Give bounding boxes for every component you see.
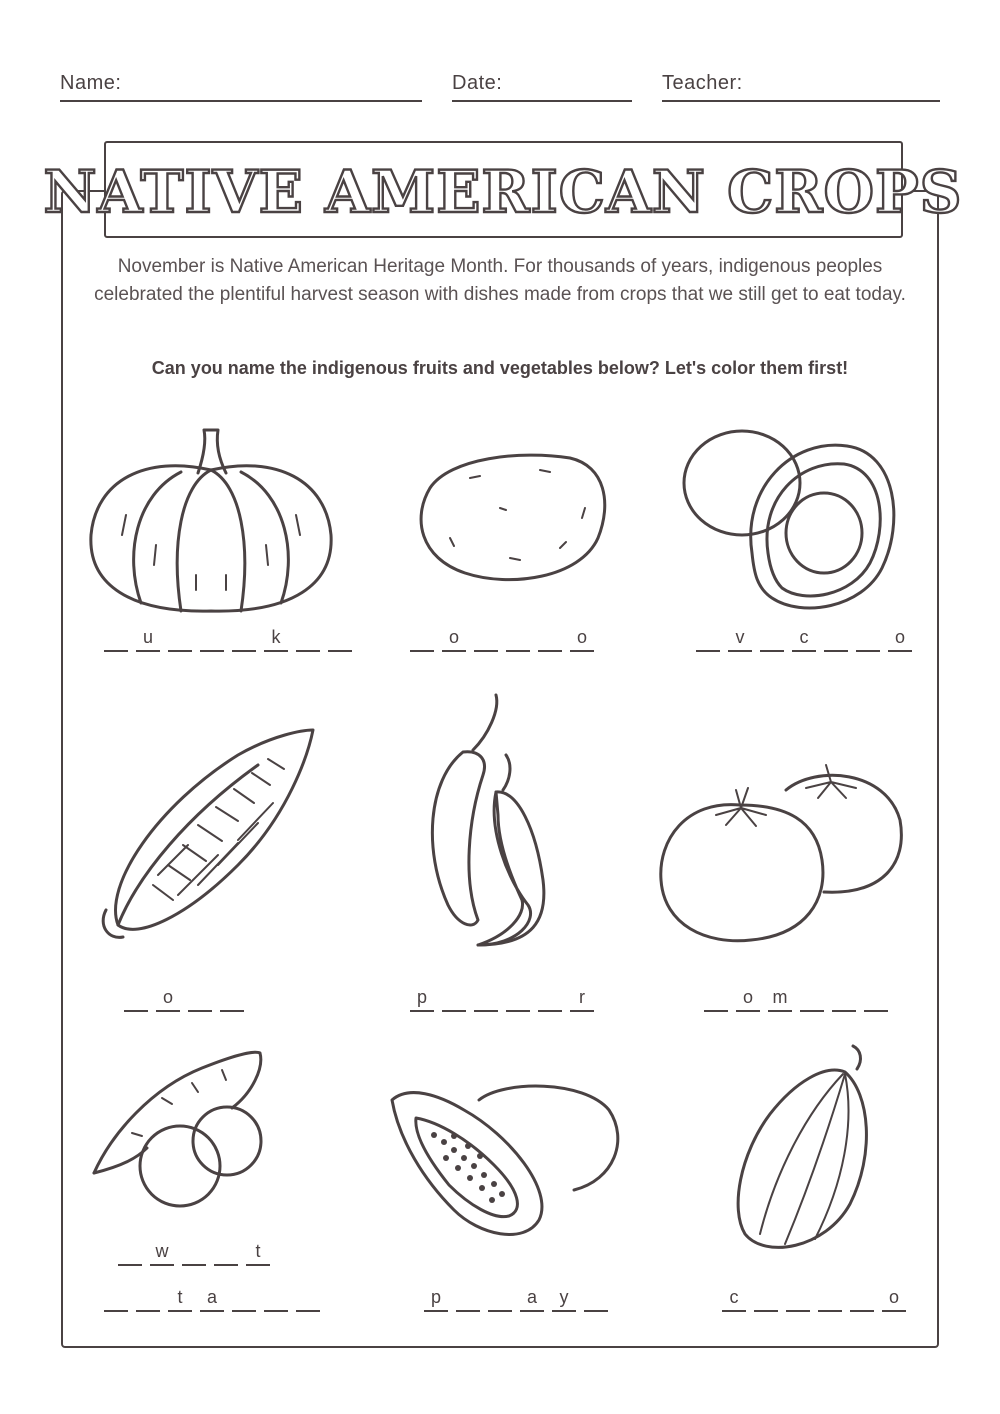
papaya-icon bbox=[384, 1080, 624, 1240]
tomato-icon bbox=[656, 760, 906, 945]
letter-blank[interactable]: c bbox=[792, 626, 816, 652]
letter-blank[interactable] bbox=[850, 1286, 874, 1312]
letter-blank[interactable] bbox=[856, 626, 880, 652]
letter-blank[interactable]: k bbox=[264, 626, 288, 652]
letter-blank[interactable] bbox=[786, 1286, 810, 1312]
letter-blank[interactable] bbox=[824, 626, 848, 652]
letter-blank[interactable] bbox=[118, 1240, 142, 1266]
letter-blank[interactable] bbox=[818, 1286, 842, 1312]
date-field[interactable] bbox=[452, 100, 632, 102]
instructions-text: Can you name the indigenous fruits and vegetables below? Let's color them first! bbox=[151, 358, 849, 378]
letter-blank[interactable] bbox=[474, 986, 498, 1012]
letter-blank[interactable] bbox=[296, 626, 320, 652]
letter-blank[interactable] bbox=[584, 1286, 608, 1312]
letter-blank[interactable] bbox=[200, 626, 224, 652]
letter-blank[interactable] bbox=[442, 986, 466, 1012]
letter-blank[interactable]: a bbox=[520, 1286, 544, 1312]
letter-blank[interactable] bbox=[864, 986, 888, 1012]
avocado-answer-blanks[interactable] bbox=[696, 626, 912, 652]
name-field[interactable] bbox=[60, 100, 422, 102]
letter-blank[interactable] bbox=[328, 626, 352, 652]
letter-blank[interactable]: w bbox=[150, 1240, 174, 1266]
potato-answer-blanks[interactable] bbox=[410, 626, 594, 652]
letter-blank[interactable] bbox=[488, 1286, 512, 1312]
letter-blank[interactable] bbox=[136, 1286, 160, 1312]
letter-blank[interactable] bbox=[832, 986, 856, 1012]
letter-blank[interactable] bbox=[182, 1240, 206, 1266]
sweet-potato-icon bbox=[92, 1048, 267, 1208]
letter-blank[interactable]: o bbox=[888, 626, 912, 652]
letter-blank[interactable] bbox=[800, 986, 824, 1012]
corn-icon bbox=[98, 725, 320, 945]
potato-icon bbox=[410, 448, 610, 588]
letter-blank[interactable]: o bbox=[570, 626, 594, 652]
letter-blank[interactable]: o bbox=[882, 1286, 906, 1312]
date-label: Date: bbox=[452, 72, 503, 94]
letter-blank[interactable] bbox=[696, 626, 720, 652]
pumpkin-icon bbox=[86, 425, 336, 615]
letter-blank[interactable]: u bbox=[136, 626, 160, 652]
letter-blank[interactable] bbox=[760, 626, 784, 652]
letter-blank[interactable] bbox=[474, 626, 498, 652]
letter-blank[interactable] bbox=[410, 626, 434, 652]
letter-blank[interactable] bbox=[104, 1286, 128, 1312]
letter-blank[interactable]: o bbox=[156, 986, 180, 1012]
letter-blank[interactable]: m bbox=[768, 986, 792, 1012]
letter-blank[interactable] bbox=[296, 1286, 320, 1312]
teacher-label: Teacher: bbox=[662, 72, 743, 94]
pumpkin-answer-blanks[interactable] bbox=[104, 626, 352, 652]
letter-blank[interactable] bbox=[220, 986, 244, 1012]
letter-blank[interactable] bbox=[264, 1286, 288, 1312]
cacao-icon bbox=[735, 1044, 875, 1254]
letter-blank[interactable]: o bbox=[736, 986, 760, 1012]
letter-blank[interactable] bbox=[754, 1286, 778, 1312]
letter-blank[interactable]: r bbox=[570, 986, 594, 1012]
letter-blank[interactable] bbox=[124, 986, 148, 1012]
letter-blank[interactable]: t bbox=[168, 1286, 192, 1312]
letter-blank[interactable] bbox=[168, 626, 192, 652]
letter-blank[interactable] bbox=[188, 986, 212, 1012]
letter-blank[interactable]: a bbox=[200, 1286, 224, 1312]
corn-answer-blanks[interactable] bbox=[124, 986, 244, 1012]
letter-blank[interactable] bbox=[232, 626, 256, 652]
letter-blank[interactable]: t bbox=[246, 1240, 270, 1266]
letter-blank[interactable] bbox=[506, 986, 530, 1012]
letter-blank[interactable]: y bbox=[552, 1286, 576, 1312]
letter-blank[interactable] bbox=[506, 626, 530, 652]
letter-blank[interactable] bbox=[538, 626, 562, 652]
letter-blank[interactable] bbox=[456, 1286, 480, 1312]
sweet-potato-answer-blanks-1[interactable] bbox=[118, 1240, 270, 1266]
tomato-answer-blanks[interactable] bbox=[704, 986, 888, 1012]
letter-blank[interactable]: o bbox=[442, 626, 466, 652]
cacao-answer-blanks[interactable] bbox=[722, 1286, 906, 1312]
letter-blank[interactable] bbox=[538, 986, 562, 1012]
page-title: NATIVE AMERICAN CROPS bbox=[43, 158, 963, 226]
sweet-potato-answer-blanks-2[interactable] bbox=[104, 1286, 320, 1312]
pepper-icon bbox=[418, 690, 558, 960]
pepper-answer-blanks[interactable] bbox=[410, 986, 594, 1012]
teacher-field[interactable] bbox=[662, 100, 940, 102]
letter-blank[interactable]: p bbox=[424, 1286, 448, 1312]
letter-blank[interactable]: c bbox=[722, 1286, 746, 1312]
letter-blank[interactable]: v bbox=[728, 626, 752, 652]
letter-blank[interactable] bbox=[104, 626, 128, 652]
letter-blank[interactable]: p bbox=[410, 986, 434, 1012]
name-label: Name: bbox=[60, 72, 122, 94]
letter-blank[interactable] bbox=[232, 1286, 256, 1312]
letter-blank[interactable] bbox=[214, 1240, 238, 1266]
papaya-answer-blanks[interactable] bbox=[424, 1286, 608, 1312]
avocado-icon bbox=[682, 428, 902, 618]
intro-text: November is Native American Heritage Month. For thousands of years, indigenous peoples celebrated the plentiful harvest season with dishes made from crops that we still get to eat today. bbox=[94, 256, 906, 305]
title-box bbox=[43, 141, 963, 238]
letter-blank[interactable] bbox=[704, 986, 728, 1012]
